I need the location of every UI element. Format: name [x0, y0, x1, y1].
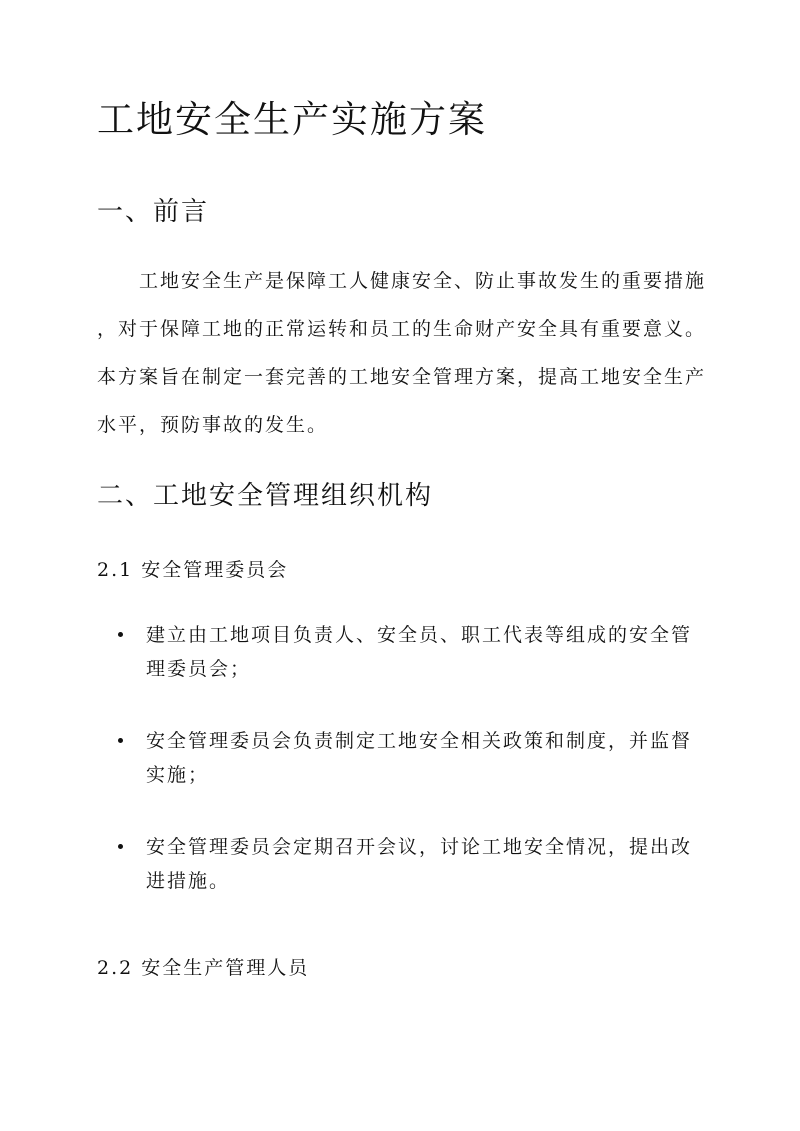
section-heading-organization: 二、工地安全管理组织机构	[97, 481, 434, 511]
list-item-line: 实施；	[146, 764, 210, 786]
list-item	[97, 724, 707, 792]
committee-bullet-list	[97, 618, 707, 936]
paragraph-line: ，对于保障工地的正常运转和员工的生命财产安全具有重要意义。	[97, 318, 707, 340]
preface-paragraph	[97, 263, 707, 455]
list-item-line: 安全管理委员会负责制定工地安全相关政策和制度，并监督	[146, 730, 693, 752]
subsection-heading-safety-committee: 2.1 安全管理委员会	[97, 559, 289, 581]
list-item-line: 理委员会；	[146, 658, 252, 680]
bullet-icon	[118, 632, 123, 637]
list-item	[97, 618, 707, 686]
bullet-icon	[118, 738, 123, 743]
paragraph-line: 水平，预防事故的发生。	[97, 414, 329, 436]
paragraph-line: 本方案旨在制定一套完善的工地安全管理方案，提高工地安全生产	[97, 366, 707, 388]
section-heading-preface: 一、前言	[97, 197, 210, 227]
list-item	[97, 830, 707, 898]
list-item-line: 安全管理委员会定期召开会议，讨论工地安全情况，提出改	[146, 836, 693, 858]
list-item-line: 建立由工地项目负责人、安全员、职工代表等组成的安全管	[146, 624, 693, 646]
paragraph-line: 工地安全生产是保障工人健康安全、防止事故发生的重要措施	[139, 270, 707, 292]
list-item-line: 进措施。	[146, 870, 231, 892]
bullet-icon	[118, 844, 123, 849]
document-title: 工地安全生产实施方案	[97, 98, 487, 141]
subsection-heading-safety-managers: 2.2 安全生产管理人员	[97, 957, 310, 979]
